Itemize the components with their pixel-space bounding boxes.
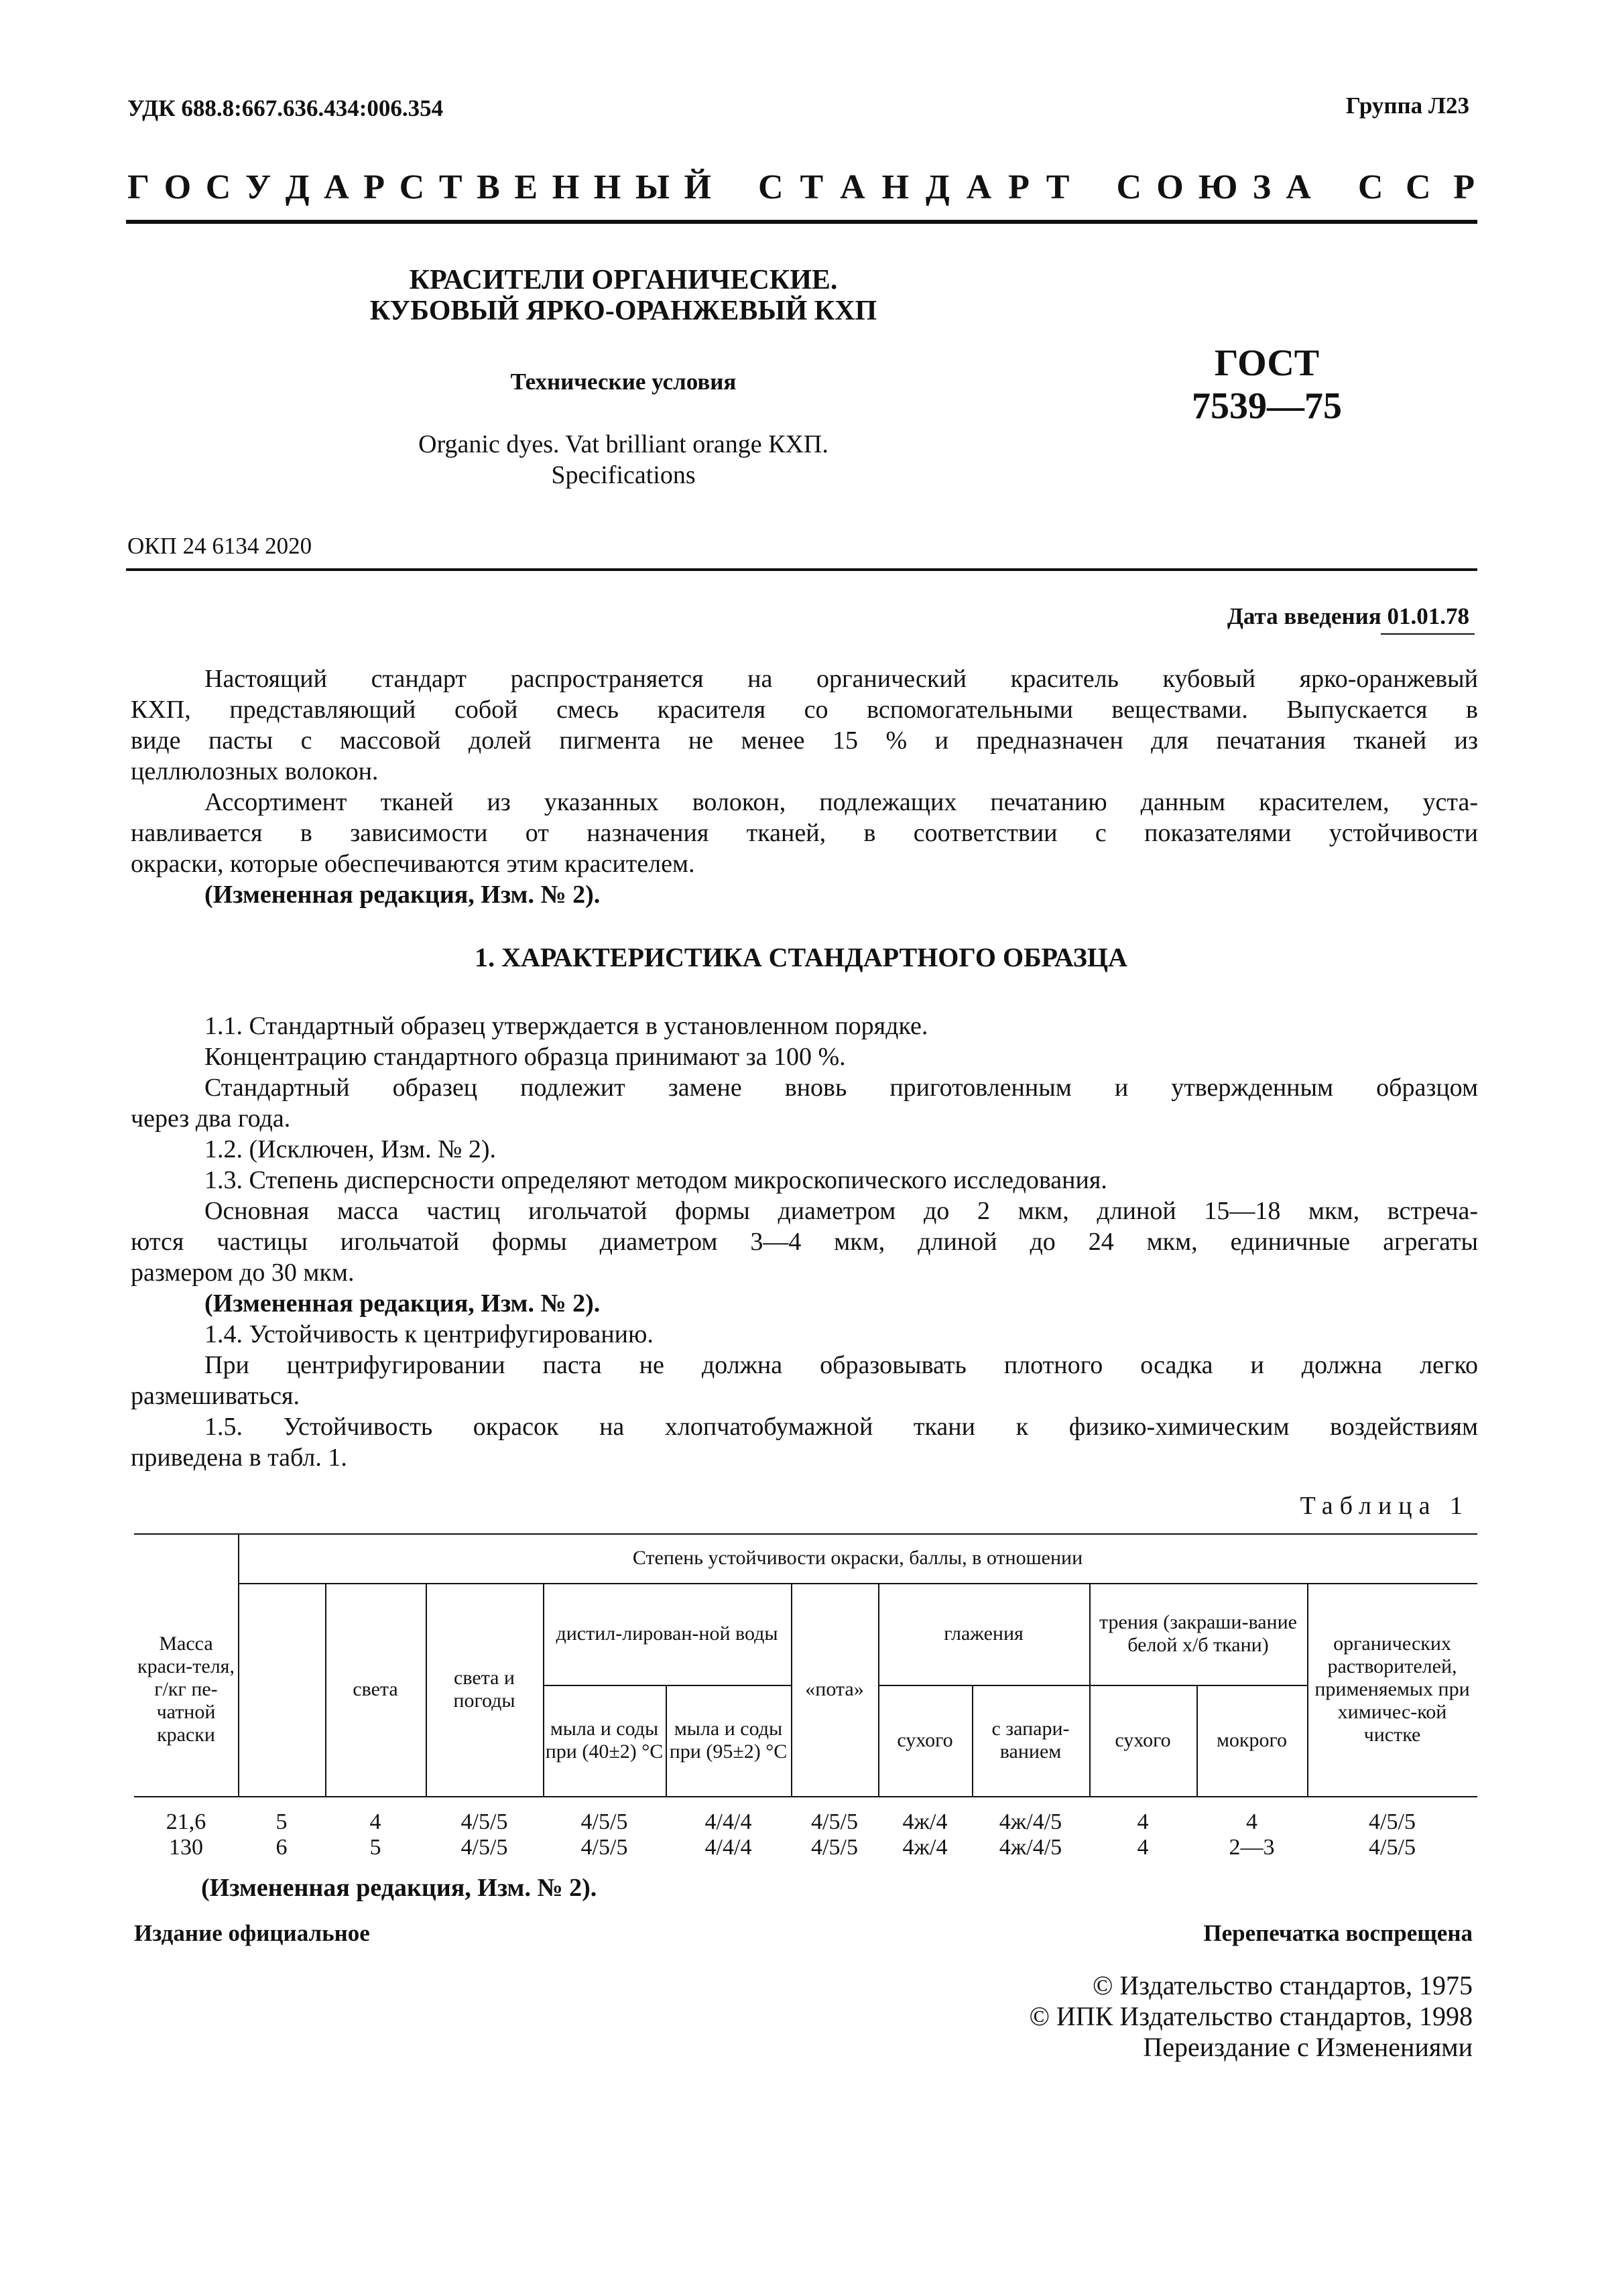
header-wash-95: мыла и соды при (95±2) °С <box>669 1718 788 1763</box>
banner-rule <box>126 220 1477 224</box>
table-caption: Таблица 1 <box>1300 1492 1469 1520</box>
title-line-1: КРАСИТЕЛИ ОРГАНИЧЕСКИЕ. <box>409 265 838 296</box>
table-cell: 4/5/5 <box>1369 1809 1416 1834</box>
header-rubbing: трения (закраши-вание белой х/б ткани) <box>1099 1611 1297 1656</box>
okp-code: ОКП 24 6134 2020 <box>127 533 312 559</box>
text-line: окраски, которые обеспечиваются этим красителем. <box>131 850 695 878</box>
table-cell: 4 <box>1246 1809 1257 1834</box>
header-light: света <box>353 1678 398 1700</box>
banner-word: С Т А Н Д А Р Т <box>757 168 1070 206</box>
table-cell: 4/5/5 <box>460 1809 508 1834</box>
copyright-1975: © Издательство стандартов, 1975 <box>1092 1970 1473 2000</box>
clause-1-1: 1.1. Стандартный образец утверждается в установленном порядке. <box>204 1012 928 1040</box>
table-cell: 4/5/5 <box>811 1835 858 1860</box>
table-header-bottom-rule <box>134 1796 1477 1797</box>
table-cell: 2—3 <box>1229 1835 1275 1860</box>
table-cell: 4/4/4 <box>704 1809 752 1834</box>
official-edition: Издание официальное <box>134 1920 370 1946</box>
table-cell: 21,6 <box>166 1809 206 1834</box>
text-line: приведена в табл. 1. <box>131 1444 347 1472</box>
table-cell: 5 <box>275 1809 288 1834</box>
table-cell: 5 <box>369 1835 381 1860</box>
table-cell: 4ж/4/5 <box>999 1835 1062 1860</box>
english-title-line-1: Organic dyes. Vat brilliant orange КХП. <box>418 430 828 458</box>
gost-label: ГОСТ <box>1214 342 1320 384</box>
banner-word: Г О С У Д А Р С Т В Е Н Н Ы Й <box>127 168 711 206</box>
text-line: Основная масса частиц игольчатой формы диаметром до 2 мкм, длиной 15—18 мкм, встреча- <box>204 1197 1478 1225</box>
header-light-weather: света и погоды <box>453 1667 515 1712</box>
text-line: Стандартный образец подлежит замене вновь приготовленным и утвержденным образцом <box>204 1074 1478 1102</box>
clause-1-3: 1.3. Степень дисперсности определяют методом микроскопического исследования. <box>204 1166 1107 1194</box>
udk-code: УДК 688.8:667.636.434:006.354 <box>127 95 444 121</box>
introduction-date: Дата введения 01.01.78 <box>1227 603 1469 629</box>
text-line: через два года. <box>131 1104 291 1133</box>
header-rub-wet: мокрого <box>1216 1729 1288 1751</box>
header-dye-mass: Масса краси-теля, г/кг пе-чатной краски <box>137 1633 235 1746</box>
table-cell: 4/5/5 <box>460 1835 508 1860</box>
header-sweat: «пота» <box>805 1678 864 1700</box>
table-cell: 4 <box>369 1809 381 1834</box>
group-code: Группа Л23 <box>1345 92 1469 119</box>
header-rub-dry: сухого <box>1115 1729 1171 1751</box>
table-cell: 4/5/5 <box>580 1835 628 1860</box>
amendment-note: (Измененная редакция, Изм. № 2). <box>204 1289 601 1318</box>
table-cell: 6 <box>275 1835 288 1860</box>
date-underline <box>1381 633 1475 635</box>
amendment-note: (Измененная редакция, Изм. № 2). <box>204 881 601 909</box>
table-cell: 4ж/4 <box>902 1835 948 1860</box>
text-line: размешиваться. <box>131 1382 300 1410</box>
reissue-note: Переиздание с Изменениями <box>1143 2032 1473 2062</box>
table-cell: 4/4/4 <box>704 1835 752 1860</box>
text-line: размером до 30 мкм. <box>131 1259 355 1287</box>
text-line: При центрифугировании паста не должна образовывать плотного осадка и должна легко <box>204 1351 1478 1379</box>
clause-1-2: 1.2. (Исключен, Изм. № 2). <box>204 1135 497 1163</box>
table-cell: 4 <box>1137 1835 1149 1860</box>
copyright-1998: © ИПК Издательство стандартов, 1998 <box>1029 2001 1473 2031</box>
english-title-line-2: Specifications <box>551 461 696 489</box>
text-line: Концентрацию стандартного образца принимают за 100 %. <box>204 1043 846 1071</box>
document-subtitle: Технические условия <box>510 369 737 395</box>
clause-1-4: 1.4. Устойчивость к центрифугированию. <box>204 1320 654 1348</box>
text-line: Ассортимент тканей из указанных волокон, подлежащих печатанию данным красителем, уста- <box>204 788 1478 816</box>
table-cell: 4ж/4 <box>902 1809 948 1834</box>
header-solvents: органических растворителей, применяемых при химичес-кой чистке <box>1314 1633 1470 1746</box>
header-group: Степень устойчивости окраски, баллы, в отношении <box>632 1547 1083 1569</box>
header-iron-steam: с запари-ванием <box>991 1718 1070 1763</box>
text-line: навливается в зависимости от назначения тканей, в соответствии с показателями устойчивости <box>131 819 1478 847</box>
text-line: КХП, представляющий собой смесь красителя со вспомогательными веществами. Выпускается в <box>131 696 1478 724</box>
title-rule <box>126 568 1477 571</box>
header-distilled-water: дистил-лирован-ной воды <box>556 1622 778 1645</box>
english-title <box>288 429 959 491</box>
text-line: Настоящий стандарт распространяется на органический краситель кубовый ярко-оранжевый <box>204 665 1478 693</box>
copyright-block <box>1030 1970 1473 2063</box>
text-line: целлюлозных волокон. <box>131 757 379 785</box>
table-cell: 4/5/5 <box>580 1809 628 1834</box>
banner-word: С С Р <box>1357 168 1475 206</box>
header-iron-dry: сухого <box>897 1729 953 1751</box>
header-ironing: глажения <box>944 1622 1024 1645</box>
intro-paragraph-1 <box>131 663 1478 910</box>
banner-word: С О Ю З А <box>1116 168 1311 206</box>
amendment-note: (Измененная редакция, Изм. № 2). <box>201 1874 597 1902</box>
state-standard-banner <box>127 168 1475 207</box>
gost-number: 7539—75 <box>1192 385 1342 427</box>
title-line-2: КУБОВЫЙ ЯРКО-ОРАНЖЕВЫЙ КХП <box>369 296 877 326</box>
reprint-prohibited: Перепечатка воспрещена <box>1203 1920 1473 1946</box>
text-line: ются частицы игольчатой формы диаметром 3—4 мкм, длиной до 24 мкм, единичные агрегаты <box>131 1228 1478 1256</box>
header-wash-40: мыла и соды при (40±2) °С <box>545 1718 664 1763</box>
section-heading: 1. ХАРАКТЕРИСТИКА СТАНДАРТНОГО ОБРАЗЦА <box>475 942 1127 972</box>
gost-designation <box>1166 342 1367 428</box>
text-line: виде пасты с массовой долей пигмента не менее 15 % и предназначен для печатания тканей из <box>131 726 1478 755</box>
clause-1-5: 1.5. Устойчивость окрасок на хлопчатобумажной ткани к физико-химическим воздействиям <box>204 1413 1478 1441</box>
table-cell: 4ж/4/5 <box>999 1809 1062 1834</box>
table-cell: 4 <box>1137 1809 1149 1834</box>
section-1-body <box>131 1011 1478 1473</box>
table-cell: 4/5/5 <box>1369 1835 1416 1860</box>
table-cell: 130 <box>169 1835 203 1860</box>
table-cell: 4/5/5 <box>811 1809 858 1834</box>
document-title <box>288 265 959 326</box>
